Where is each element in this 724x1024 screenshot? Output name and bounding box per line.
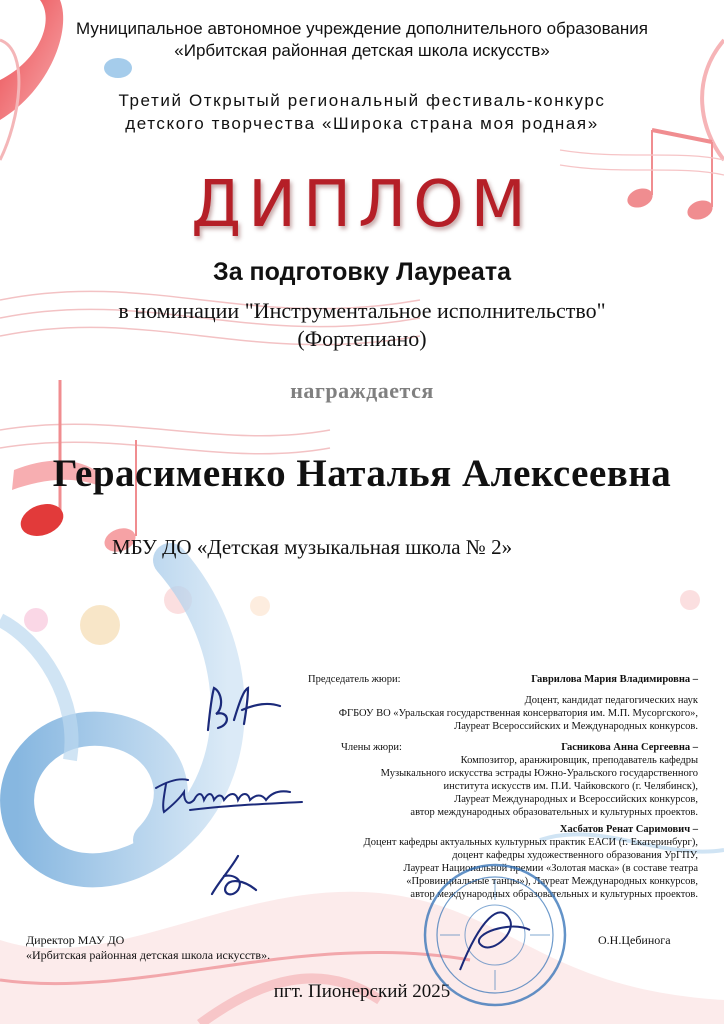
organization-line-1: Муниципальное автономное учреждение дополнительного образования [76, 19, 648, 38]
recipient-school: МБУ ДО «Детская музыкальная школа № 2» [112, 535, 513, 559]
director-name: О.Н.Цебинога [598, 933, 671, 947]
jury-chair-line: ФГБОУ ВО «Уральская государственная консерватория им. М.П. Мусоргского», [338, 708, 698, 719]
jury-member-1-line: Композитор, аранжировщик, преподаватель кафедры [460, 755, 698, 766]
jury-member-1-line: автор международных образовательных и культурных проектов. [410, 807, 698, 818]
jury-chair-label: Председатель жюри: [308, 674, 401, 685]
jury-member-1-name: Гасникова Анна Сергеевна – [561, 742, 698, 753]
chair-signature [196, 680, 286, 740]
organization-name [0, 18, 724, 62]
jury-member-2-line: автор международных образовательных и культурных проектов. [410, 889, 698, 900]
awarded-label: награждается [290, 378, 434, 403]
jury-member-2-line: Лауреат Национальной премии «Золотая маска» (в составе театра [403, 863, 698, 874]
jury-members-label: Члены жюри: [341, 742, 402, 753]
director-title [26, 933, 270, 963]
director-line-2: «Ирбитская районная детская школа искусств». [26, 948, 271, 962]
diploma-title: ДИПЛОМ [191, 168, 533, 242]
award-heading: За подготовку Лауреата [213, 258, 511, 286]
festival-title [0, 89, 724, 135]
jury-chair-name: Гаврилова Мария Владимировна – [531, 674, 698, 685]
recipient-name: Герасименко Наталья Алексеевна [52, 452, 672, 495]
nomination-line: в номинации "Инструментальное исполнительство" [118, 298, 606, 323]
director-line-1: Директор МАУ ДО [26, 933, 125, 947]
jury-member-2-line: доцент кафедры художественного образования УрГПУ, [452, 850, 698, 861]
jury-member-2-name: Хасбатов Ренат Саримович – [559, 824, 698, 835]
jury-member-1-line: Музыкального искусства эстрады Южно-Уральского государственного [380, 768, 698, 779]
jury-member-1-line: Лауреат Международных и Всероссийских конкурсов, [454, 794, 698, 805]
jury-chair-details [339, 694, 698, 733]
jury-member-1-line: института искусств им. П.И. Чайковского (г. Челябинск), [443, 781, 698, 792]
place-and-year: пгт. Пионерский 2025 [273, 981, 451, 1002]
festival-line-2: детского творчества «Широка страна моя родная» [125, 114, 599, 133]
nomination-subline: (Фортепиано) [297, 326, 427, 351]
organization-line-2: «Ирбитская районная детская школа искусств» [174, 41, 550, 60]
member2-signature [204, 850, 264, 902]
jury-member-2-line: «Провинциальные танцы»), Лауреат Международных конкурсов, [406, 876, 698, 887]
festival-line-1: Третий Открытый региональный фестиваль-конкурс [118, 91, 606, 110]
jury-chair-line: Доцент, кандидат педагогических наук [524, 695, 698, 706]
official-stamp [420, 860, 570, 1010]
jury-member-2-line: Доцент кафедры актуальных культурных практик ЕАСИ (г. Екатеринбург), [363, 837, 698, 848]
jury-member-1 [381, 741, 698, 819]
member1-signature [150, 770, 310, 820]
jury-chair-line: Лауреат Всероссийских и Международных конкурсов. [454, 721, 698, 732]
